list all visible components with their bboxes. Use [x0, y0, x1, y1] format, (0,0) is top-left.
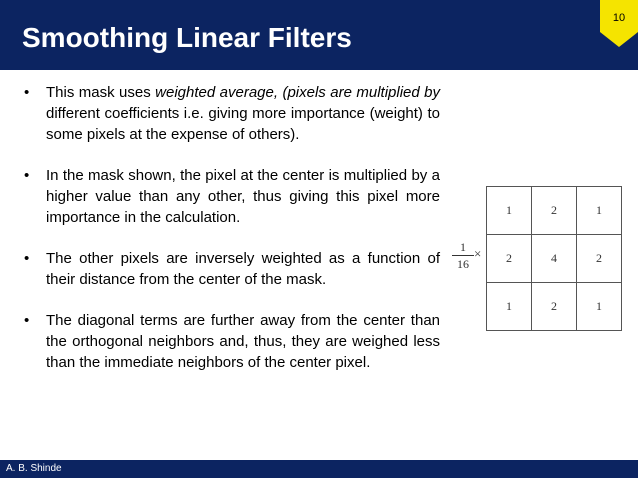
bullet-item-2 [22, 165, 440, 228]
weighted-average-mask [452, 186, 632, 326]
mask-cell: 4 [532, 235, 577, 283]
bullet-text: This mask uses [46, 84, 151, 101]
bullet-item-3 [22, 248, 440, 290]
mask-fraction [452, 240, 474, 271]
bullet-text: The diagonal terms are further away from the center than the orthogonal neighbors and, thus, they are weighed less than the immediate neighbors of the center pixel. [46, 312, 440, 371]
mask-grid [486, 186, 622, 331]
slide-title: Smoothing Linear Filters [22, 22, 352, 53]
mask-cell: 2 [532, 187, 577, 235]
mask-cell: 2 [487, 235, 532, 283]
bullet-text: The other pixels are inversely weighted as a function of their distance from the center of the mask. [46, 250, 440, 288]
mask-row [487, 187, 622, 235]
mask-row [487, 283, 622, 331]
page-number: 10 [612, 12, 626, 24]
author-name: A. B. Shinde [6, 463, 62, 474]
footer-bar [0, 460, 638, 478]
mask-cell: 1 [577, 187, 622, 235]
mask-cell: 1 [487, 187, 532, 235]
fraction-numerator: 1 [452, 240, 474, 256]
bullet-marker: • [24, 167, 30, 184]
bullet-text: In the mask shown, the pixel at the center is multiplied by a higher value than any other, thus giving this pixel more importance in the calculation. [46, 167, 440, 226]
bullet-marker: • [24, 84, 30, 101]
badge-shape-icon [600, 0, 638, 48]
bullet-marker: • [24, 312, 30, 329]
bullet-emphasis: weighted average, (pixels are multiplied by [155, 84, 440, 101]
bullet-item-1 [22, 82, 440, 145]
mask-cell: 1 [487, 283, 532, 331]
bullet-list [22, 82, 440, 393]
times-symbol: × [474, 246, 482, 261]
bullet-text: different coefficients i.e. giving more importance (weight) to some pixels at the expense of others). [46, 105, 440, 143]
fraction-denominator: 16 [457, 257, 469, 271]
bullet-marker: • [24, 250, 30, 267]
mask-cell: 2 [532, 283, 577, 331]
mask-cell: 2 [577, 235, 622, 283]
page-number-badge [600, 0, 638, 48]
mask-cell: 1 [577, 283, 622, 331]
mask-row [487, 235, 622, 283]
bullet-item-4 [22, 310, 440, 373]
